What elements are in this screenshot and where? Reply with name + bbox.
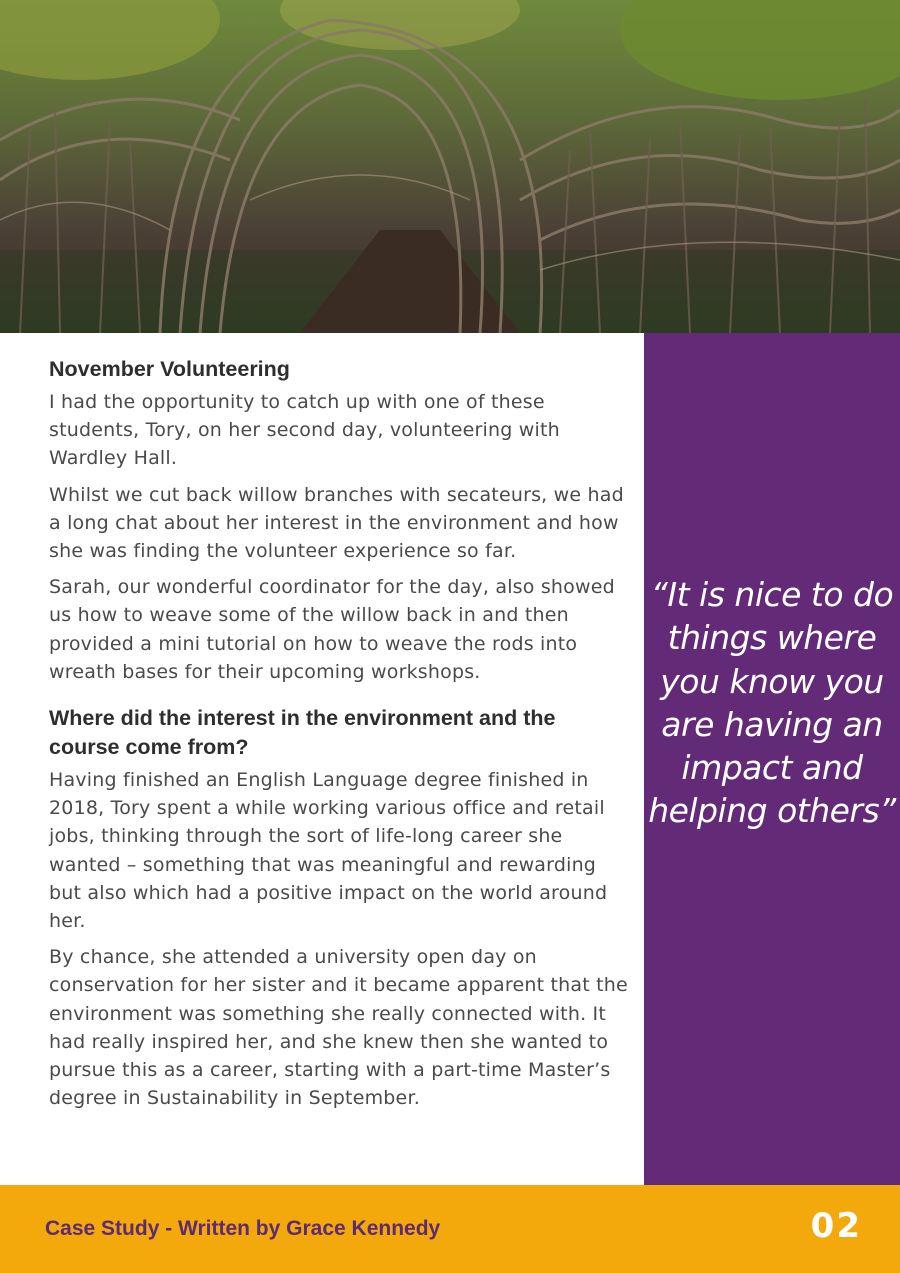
pull-quote-panel (644, 333, 900, 1185)
paragraph: Having finished an English Language degree finished in 2018, Tory spent a while working various office and retail jobs, thinking through the sort of life-long career she wanted – something that was meaningful and rewarding but also which had a positive impact on the world around her. (49, 769, 608, 933)
paragraph: By chance, she attended a university open day on conservation for her sister and it became apparent that the environment was something she really connected with. It had really inspired her, and she knew then she wanted to pursue this as a career, starting with a part-time Master’s degree in Sustainability in September. (49, 946, 628, 1110)
hero-photo-willow-tunnel (0, 0, 900, 333)
footer-byline: Case Study - Written by Grace Kennedy (45, 1217, 441, 1240)
paragraph: Sarah, our wonderful coordinator for the day, also showed us how to weave some of the willow back in and then provided a mini tutorial on how to weave the rods into wreath bases for their upcoming workshops. (49, 576, 615, 683)
pull-quote: “It is nice to do things where you know you are having an impact and helping others” (648, 575, 896, 831)
page-number: 02 (810, 1206, 862, 1246)
section-heading-interest: Where did the interest in the environment and the course come from? (49, 706, 556, 760)
section-heading-november-volunteering: November Volunteering (49, 357, 290, 381)
article-body (49, 355, 629, 1120)
paragraph: Whilst we cut back willow branches with secateurs, we had a long chat about her interest in the environment and how she was finding the volunteer experience so far. (49, 483, 624, 563)
paragraph: I had the opportunity to catch up with one of these students, Tory, on her second day, volunteering with Wardley Hall. (49, 391, 560, 470)
